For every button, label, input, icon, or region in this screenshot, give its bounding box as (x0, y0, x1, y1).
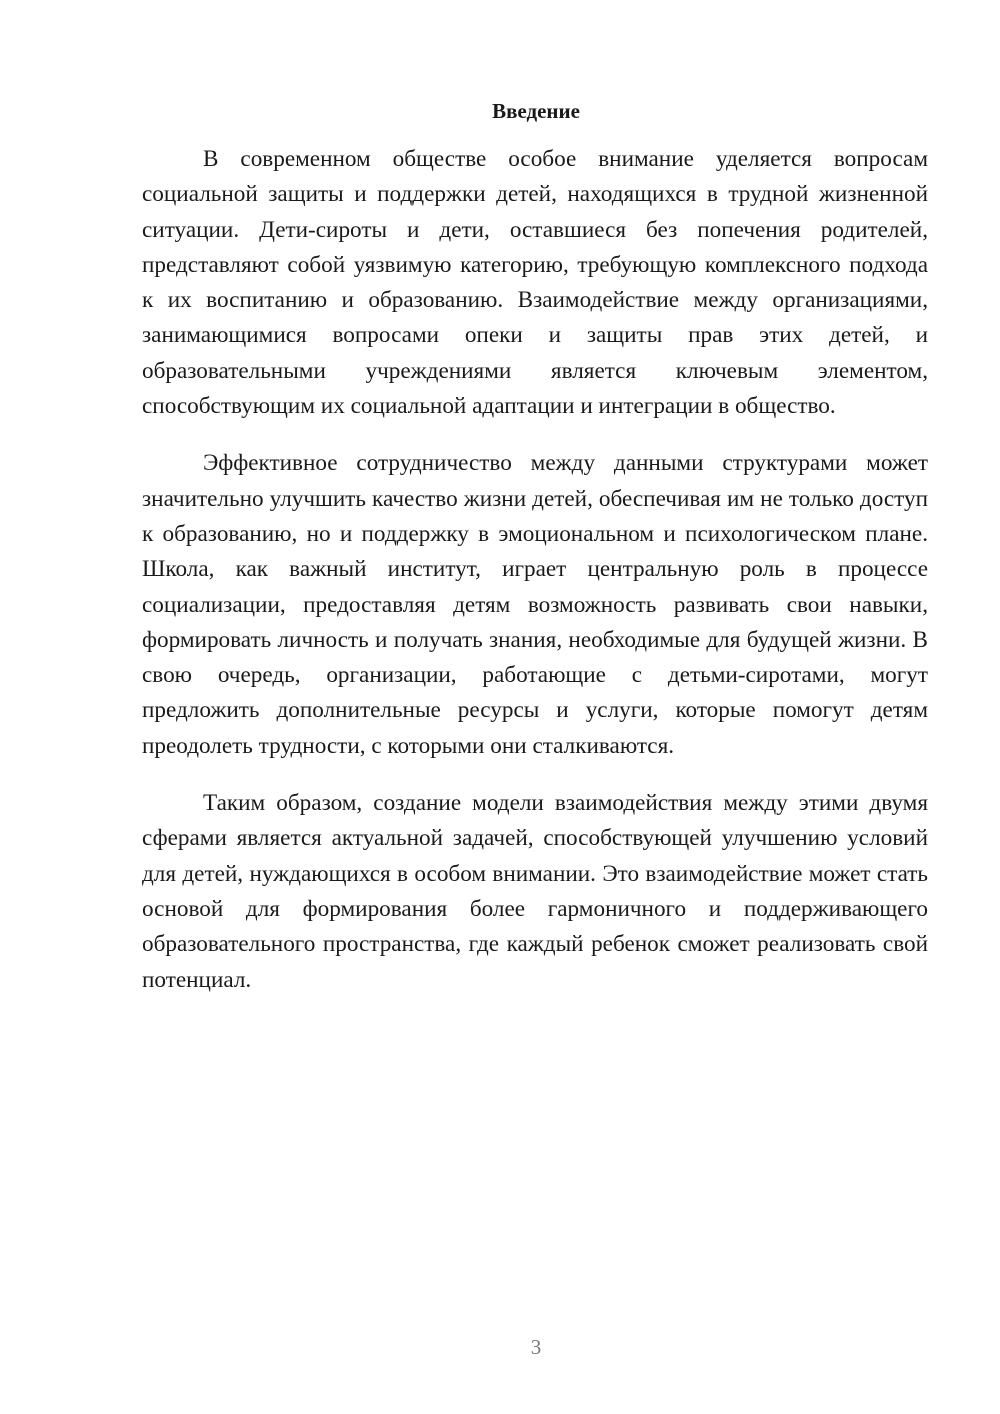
paragraph-2: Эффективное сотрудничество между данными структурами может значительно улучшить качество жизни детей, обеспечивая им не только доступ к образованию, но и поддержку в эмоциональном и психологическом плане. Школа, как важный институт, играет центральную роль в процессе социализации, предоставляя детям возможность развивать свои навыки, формировать личность и получать знания, необходимые для будущей жизни. В свою очередь, организации, работающие с детьми-сиротами, могут предложить дополнительные ресурсы и услуги, которые помогут детям преодолеть трудности, с которыми они сталкиваются. (142, 450, 928, 759)
body-text (142, 142, 928, 1020)
paragraph-1: В современном обществе особое внимание уделяется вопросам социальной защиты и поддержки детей, находящихся в трудной жизненной ситуации. Дети-сироты и дети, оставшиеся без попечения родителей, представляют собой уязвимую категорию, требующую комплексного подхода к их воспитанию и образованию. Взаимодействие между организациями, занимающимися вопросами опеки и защиты прав этих детей, и образовательными учреждениями является ключевым элементом, способствующим их социальной адаптации и интеграции в общество. (142, 146, 928, 420)
paragraph-3: Таким образом, создание модели взаимодействия между этими двумя сферами является актуальной задачей, способствующей улучшению условий для детей, нуждающихся в особом внимании. Это взаимодействие может стать основой для формирования более гармоничного и поддерживающего образовательного пространства, где каждый ребенок сможет реализовать свой потенциал. (142, 790, 928, 993)
page-title: Введение (492, 99, 580, 123)
page-number: 3 (530, 1335, 542, 1359)
